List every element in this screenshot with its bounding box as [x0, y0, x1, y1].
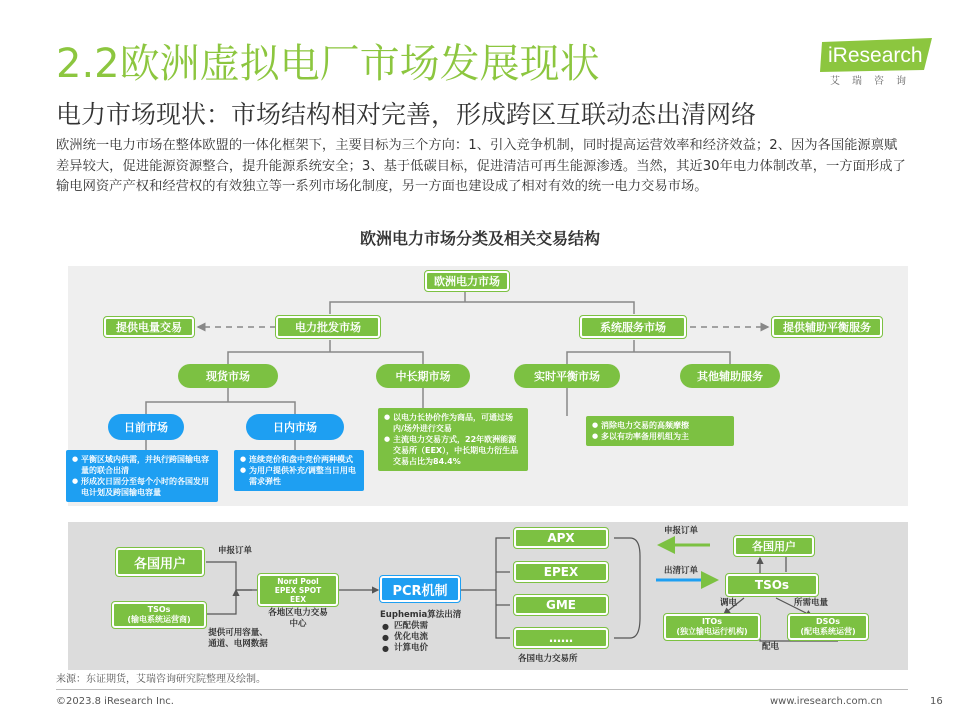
flow-nordpool-box [258, 574, 338, 606]
note-item: ● 消除电力交易的高频摩擦 [592, 420, 728, 431]
page-subtitle: 电力市场现状：市场结构相对完善，形成跨区互联动态出清网络 [56, 100, 757, 129]
note-item: ● 形成次日固分至每个小时的各国发用电计划及跨国输电容量 [72, 476, 212, 498]
svg-text:iResearch: iResearch [828, 44, 923, 67]
note-item: ● 多以有功率备用机组为主 [592, 431, 728, 442]
intro-paragraph: 欧洲统一电力市场在整体欧盟的一体化框架下，主要目标为三个方向：1、引入竞争机制，同时提高运营效率和经济效益；2、因为各国能源禀赋差异较大，促进能源资源整合，提升能源系统安全；3、基于低碳目标，促进清洁可再生能源渗透。当然，其近30年电力体制改革，一方面形成了输电网资产产权和经营权的有效独立等一系列市场化制度，另一方面也建设成了相对有效的统一电力交易市场。 [56, 138, 906, 194]
diagram-title: 欧洲电力市场分类及相关交易结构 [359, 229, 600, 248]
flow-users-left: 各国用户 [116, 548, 204, 576]
flow-distribution-label: 配电 [762, 642, 780, 652]
node-other-aux-service: 其他辅助服务 [680, 364, 780, 388]
exchange-gme: GME [514, 595, 608, 615]
flow-provide-capacity-label: 提供可用容量、通道、电网数据 [208, 628, 268, 649]
node-european-power-market: 欧洲电力市场 [425, 271, 509, 291]
flow-right-clear-label: 出清订单 [664, 566, 699, 576]
footer-url: www.iresearch.com.cn [770, 696, 883, 707]
node-spot-market: 现货市场 [178, 364, 278, 388]
flow-pcr-box: PCR机制 [380, 576, 460, 602]
node-provide-balance: 提供辅助平衡服务 [772, 317, 882, 337]
footer-divider [56, 689, 908, 690]
flow-demand-label: 所需电量 [794, 598, 829, 608]
euphemia-item: ● 优化电流 [380, 632, 461, 643]
exchange-apx: APX [514, 528, 608, 548]
flow-tsos-left [112, 602, 206, 628]
note-item: ● 以电力长协价作为商品，可通过场内/场外进行交易 [384, 412, 522, 434]
euphemia-title: Euphemia算法出清 [380, 610, 462, 620]
node-system-service-market: 系统服务市场 [580, 316, 686, 338]
mid-long-notes [378, 408, 528, 471]
flow-nordpool-caption: 各地区电力交易中心 [268, 608, 328, 629]
copyright: ©2023.8 iResearch Inc. [56, 696, 174, 707]
source-note: 来源：东证期货，艾瑞咨询研究院整理及绘制。 [56, 674, 266, 685]
page-number: 16 [930, 696, 943, 707]
node-wholesale-market: 电力批发市场 [276, 316, 380, 338]
node-day-ahead-market: 日前市场 [108, 414, 184, 440]
flow-right-bid-label: 申报订单 [664, 526, 699, 536]
node-provide-energy: 提供电量交易 [104, 317, 194, 337]
realtime-notes [586, 416, 734, 446]
nordpool-label: Nord Pool EPEX SPOT EEX [274, 576, 322, 604]
tsos-left-label: TSOs (输电系统运营商) [127, 605, 191, 624]
itos-label: ITOs (独立输电运行机构) [676, 617, 748, 636]
exchange-more: …… [514, 628, 608, 648]
flow-dsos [788, 614, 868, 640]
note-item: ● 连续竞价和盘中竞价两种模式 [240, 454, 358, 465]
flow-users-right: 各国用户 [734, 536, 814, 556]
euphemia-item: ● 匹配供需 [380, 621, 461, 632]
logo-subtitle: 艾瑞咨询 [830, 76, 918, 87]
flow-itos [664, 614, 760, 640]
day-ahead-notes [66, 450, 218, 502]
note-item: ● 主流电力交易方式，22年欧洲能源交易所（EEX），中长期电力衍生品交易占比为84.4% [384, 434, 522, 467]
dsos-label: DSOs (配电系统运营) [800, 617, 856, 636]
note-item: ● 平衡区域内供需，并执行跨国输电容量的联合出清 [72, 454, 212, 476]
flow-euphemia [380, 610, 461, 654]
euphemia-item: ● 计算电价 [380, 643, 461, 654]
flow-bid-order-label: 申报订单 [218, 546, 253, 556]
page-title: 2.2欧洲虚拟电厂市场发展现状 [56, 41, 600, 87]
flow-tsos-right: TSOs [726, 574, 818, 596]
node-realtime-balance-market: 实时平衡市场 [514, 364, 620, 388]
node-intraday-market: 日内市场 [246, 414, 344, 440]
flow-dispatch-label: 调电 [720, 598, 738, 608]
exchange-epex: EPEX [514, 562, 608, 582]
node-mid-long-market: 中长期市场 [376, 364, 470, 388]
note-item: ● 为用户提供补充/调整当日用电需求弹性 [240, 465, 358, 487]
intraday-notes [234, 450, 364, 491]
flow-exchanges-caption: 各国电力交易所 [518, 654, 578, 664]
